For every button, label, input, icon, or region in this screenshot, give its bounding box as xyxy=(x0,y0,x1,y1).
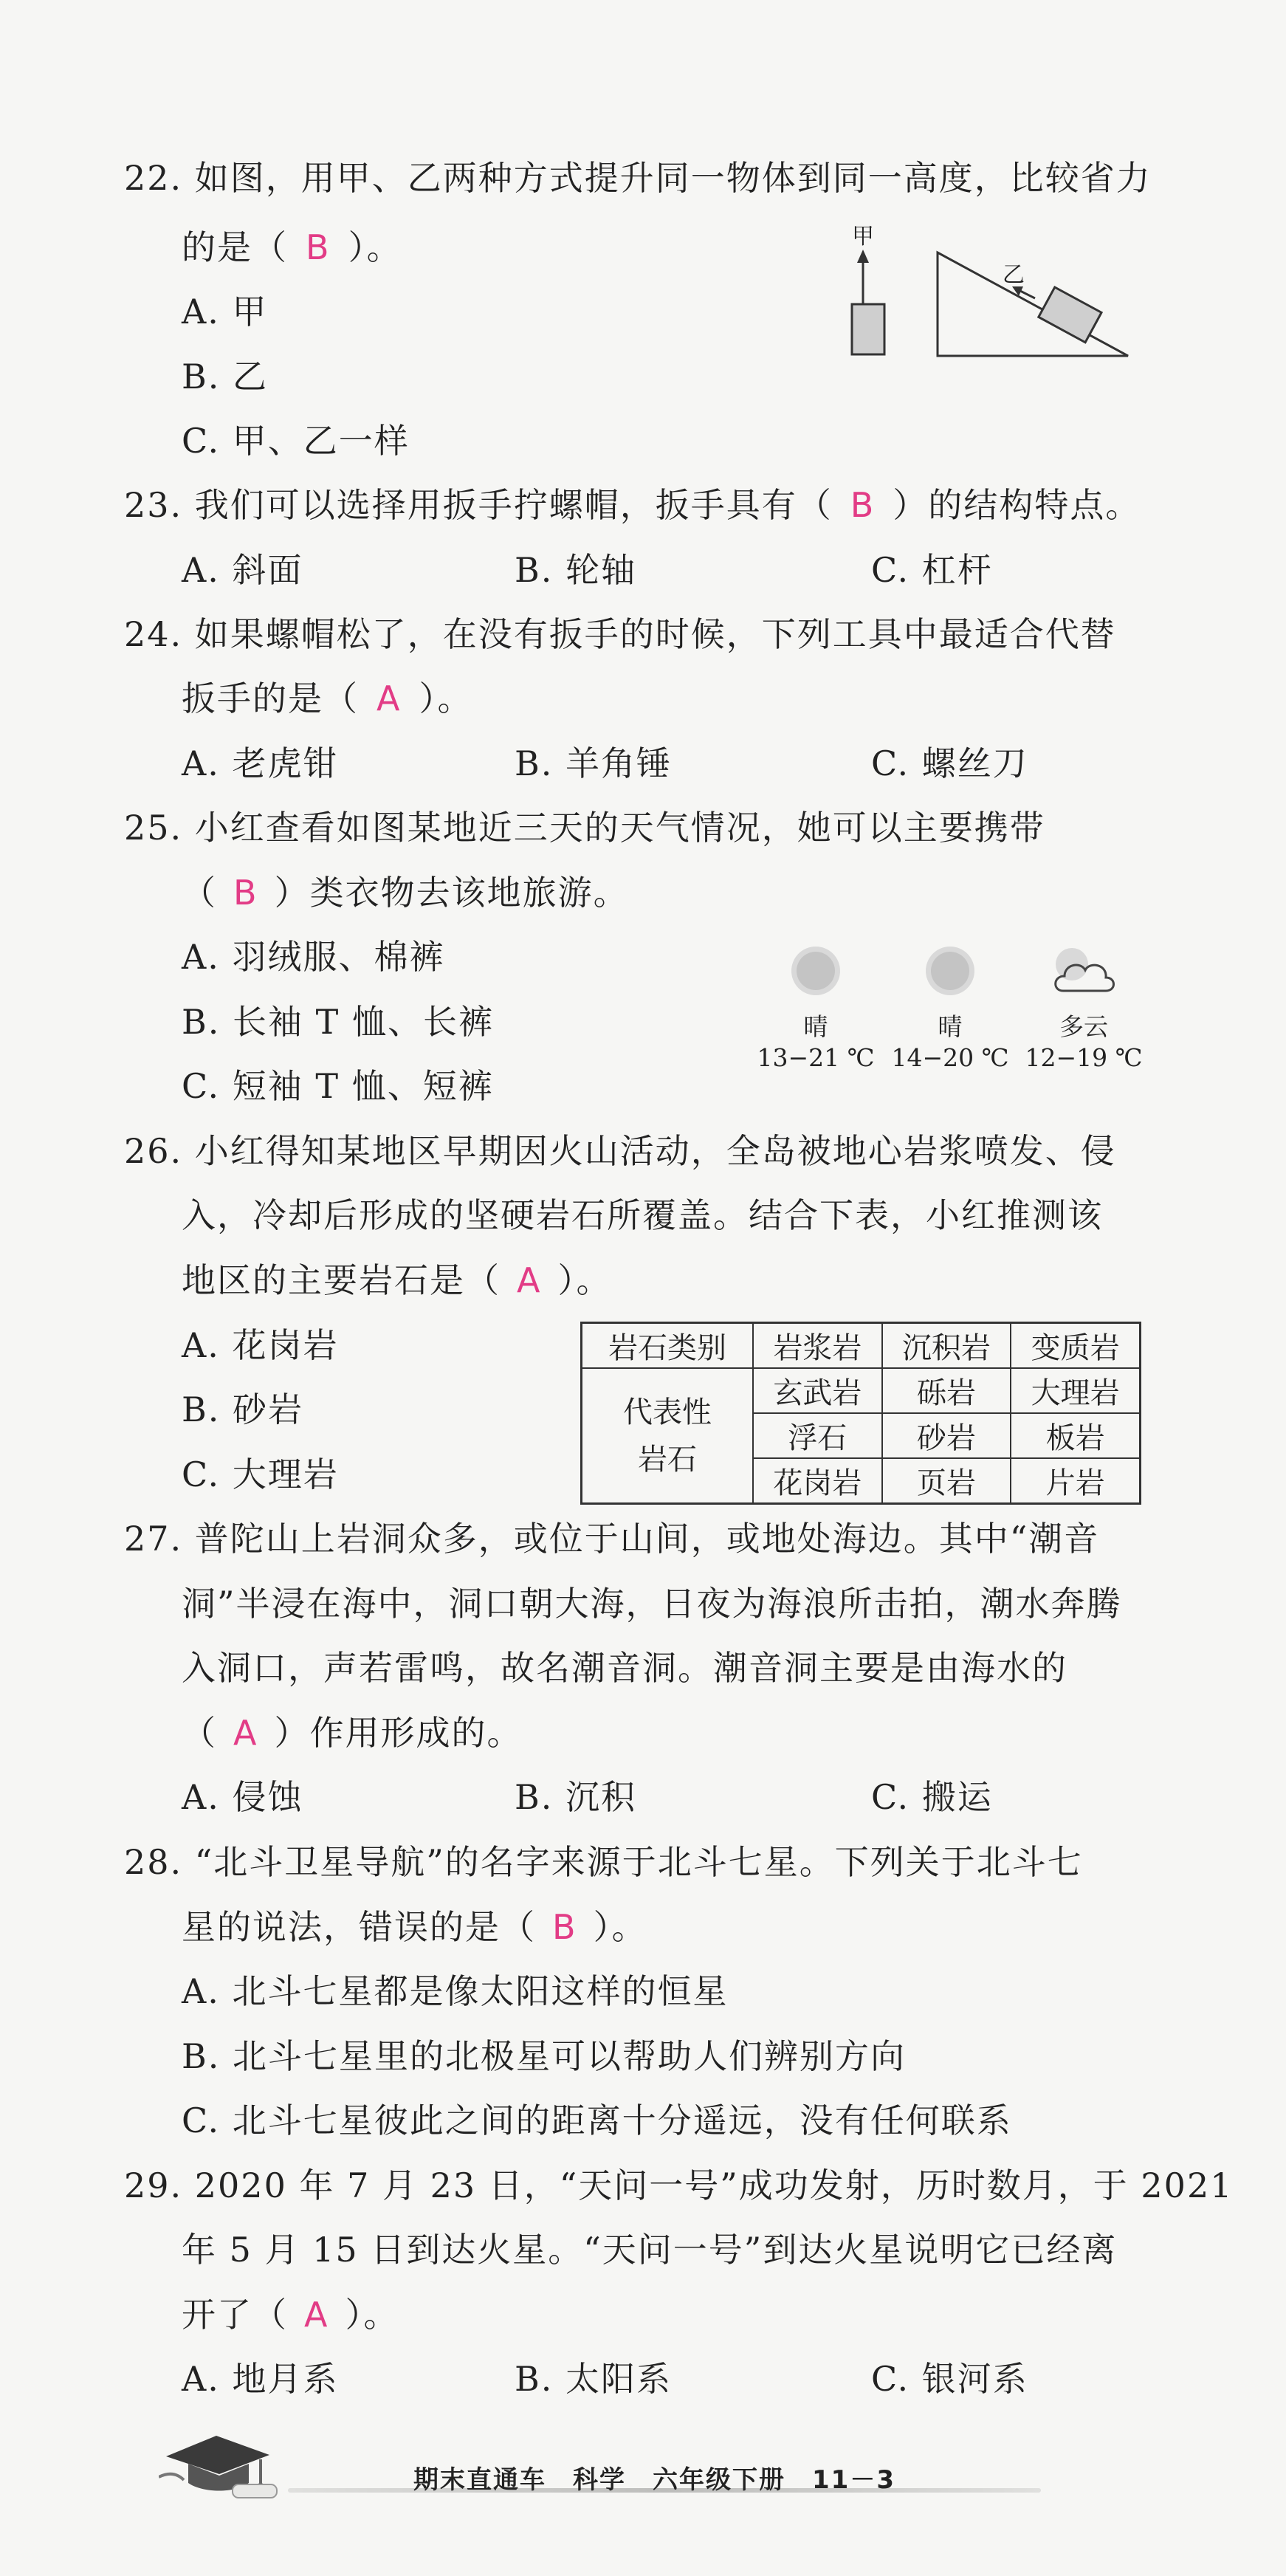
q23-option-a: A. 斜面 xyxy=(182,550,303,590)
sun-icon xyxy=(917,938,983,1004)
q25-option-c: C. 短袖 T 恤、短裤 xyxy=(182,1066,494,1106)
q22-block-jia xyxy=(852,304,884,354)
q28-option-c: C. 北斗七星彼此之间的距离十分遥远，没有任何联系 xyxy=(182,2101,1012,2140)
q25-stem-line1: 25. 小红查看如图某地近三天的天气情况，她可以主要携带 xyxy=(124,808,1045,848)
q27-option-a: A. 侵蚀 xyxy=(182,1777,303,1817)
q29-option-a: A. 地月系 xyxy=(182,2359,339,2399)
weather-day-3-temperature: 12−19 ℃ xyxy=(1025,1043,1143,1072)
q29-stem-line3: 开了（ A ）。 xyxy=(182,2295,399,2335)
table-cell: 砂岩 xyxy=(882,1413,1011,1458)
q25-option-a: A. 羽绒服、棉裤 xyxy=(182,937,445,977)
weather-day-1-temperature: 13−21 ℃ xyxy=(757,1043,875,1072)
q29-option-b: B. 太阳系 xyxy=(515,2359,673,2399)
q27-stem-line3: 入洞口，声若雷鸣，故名潮音洞。潮音洞主要是由海水的 xyxy=(182,1648,1067,1688)
q29-answer: A xyxy=(304,2295,329,2335)
table-row xyxy=(582,1368,1141,1413)
weather-day-3-condition: 多云 xyxy=(1059,1012,1108,1041)
q24-option-b: B. 羊角锤 xyxy=(515,743,673,783)
q25-answer: B xyxy=(233,873,258,913)
q24-answer: A xyxy=(376,679,402,718)
q28-stem-line1: 28. “北斗卫星导航”的名字来源于北斗七星。下列关于北斗七 xyxy=(124,1842,1083,1882)
table-header-cell: 沉积岩 xyxy=(882,1323,1011,1369)
sun-icon xyxy=(783,938,849,1004)
q22-figure-label-yi: 乙 xyxy=(1003,262,1025,288)
q22-answer: B xyxy=(306,227,331,267)
table-cell: 浮石 xyxy=(753,1413,882,1458)
q26-option-b: B. 砂岩 xyxy=(182,1390,304,1429)
weather-day-3 xyxy=(1017,938,1150,1074)
table-cell: 砾岩 xyxy=(882,1368,1011,1413)
q24-stem-line1: 24. 如果螺帽松了，在没有扳手的时候，下列工具中最适合代替 xyxy=(124,614,1116,654)
q24-stem-line2: 扳手的是（ A ）。 xyxy=(182,679,473,718)
q26-option-a: A. 花岗岩 xyxy=(182,1325,339,1365)
q27-stem-line2: 洞”半浸在海中，洞口朝大海，日夜为海浪所击拍，潮水奔腾 xyxy=(182,1584,1122,1624)
q22-stem-line1: 22. 如图，用甲、乙两种方式提升同一物体到同一高度，比较省力 xyxy=(124,158,1152,198)
q29-stem-line2: 年 5 月 15 日到达火星。“天问一号”到达火星说明它已经离 xyxy=(182,2230,1118,2270)
q26-answer: A xyxy=(517,1260,542,1300)
table-cell: 片岩 xyxy=(1011,1458,1140,1504)
table-cell: 大理岩 xyxy=(1011,1368,1140,1413)
q22-stem-line2: 的是（ B ）。 xyxy=(182,227,402,267)
table-header-cell: 岩石类别 xyxy=(582,1323,754,1369)
q22-block-yi xyxy=(1039,287,1101,343)
rock-classification-table xyxy=(580,1322,1141,1505)
table-header-cell: 变质岩 xyxy=(1011,1323,1140,1369)
q28-answer: B xyxy=(552,1907,577,1947)
q27-answer: A xyxy=(233,1713,258,1753)
q27-option-b: B. 沉积 xyxy=(515,1777,637,1817)
q24-option-a: A. 老虎钳 xyxy=(182,743,339,783)
q29-option-c: C. 银河系 xyxy=(871,2359,1028,2399)
graduation-cap-icon xyxy=(159,2425,284,2507)
q28-stem-line2: 星的说法，错误的是（ B ）。 xyxy=(182,1907,647,1947)
q22-incline xyxy=(938,253,1128,356)
q27-option-c: C. 搬运 xyxy=(871,1777,993,1817)
weather-day-2 xyxy=(884,938,1017,1074)
weather-day-1 xyxy=(749,938,882,1074)
q23-option-c: C. 杠杆 xyxy=(871,550,993,590)
table-cell: 页岩 xyxy=(882,1458,1011,1504)
q28-option-b: B. 北斗七星里的北极星可以帮助人们辨别方向 xyxy=(182,2036,907,2076)
table-cell: 板岩 xyxy=(1011,1413,1140,1458)
q28-option-a: A. 北斗七星都是像太阳这样的恒星 xyxy=(182,1971,729,2011)
q22-option-b: B. 乙 xyxy=(182,357,269,396)
q26-stem-line3: 地区的主要岩石是（ A ）。 xyxy=(182,1260,612,1300)
q22-option-a: A. 甲 xyxy=(182,292,268,332)
q29-stem-line1: 29. 2020 年 7 月 23 日，“天问一号”成功发射，历时数月，于 2021 xyxy=(124,2165,1234,2205)
q26-option-c: C. 大理岩 xyxy=(182,1454,339,1494)
weather-day-2-condition: 晴 xyxy=(938,1012,963,1041)
q22-figure-label-jia: 甲 xyxy=(852,224,874,250)
q27-stem-line4: （ A ）作用形成的。 xyxy=(182,1713,523,1753)
q23-answer: B xyxy=(850,485,876,525)
q27-stem-line1: 27. 普陀山上岩洞众多，或位于山间，或地处海边。其中“潮音 xyxy=(124,1519,1100,1559)
q23-option-b: B. 轮轴 xyxy=(515,550,637,590)
q25-option-b: B. 长袖 T 恤、长裤 xyxy=(182,1002,494,1042)
q23-stem-line1: 23. 我们可以选择用扳手拧螺帽，扳手具有（ B ）的结构特点。 xyxy=(124,485,1141,525)
q26-stem-line2: 入，冷却后形成的坚硬岩石所覆盖。结合下表，小红推测该 xyxy=(182,1195,1103,1235)
cloud-icon xyxy=(1047,938,1121,1004)
q26-stem-line1: 26. 小红得知某地区早期因火山活动，全岛被地心岩浆喷发、侵 xyxy=(124,1131,1116,1171)
footer-text: 期末直通车 科学 六年级下册 11－3 xyxy=(413,2465,895,2495)
q25-stem-line2: （ B ）类衣物去该地旅游。 xyxy=(182,873,629,913)
weather-day-1-condition: 晴 xyxy=(803,1012,828,1041)
q22-arrowhead-jia xyxy=(857,250,869,263)
weather-day-2-temperature: 14−20 ℃ xyxy=(891,1043,1009,1072)
q22-option-c: C. 甲、乙一样 xyxy=(182,421,410,461)
table-header-row xyxy=(582,1323,1141,1369)
q24-option-c: C. 螺丝刀 xyxy=(871,743,1028,783)
q22-figure xyxy=(834,221,1159,369)
table-header-cell: 岩浆岩 xyxy=(753,1323,882,1369)
table-cell: 玄武岩 xyxy=(753,1368,882,1413)
table-row-label: 代表性 岩石 xyxy=(582,1368,754,1504)
table-cell: 花岗岩 xyxy=(753,1458,882,1504)
